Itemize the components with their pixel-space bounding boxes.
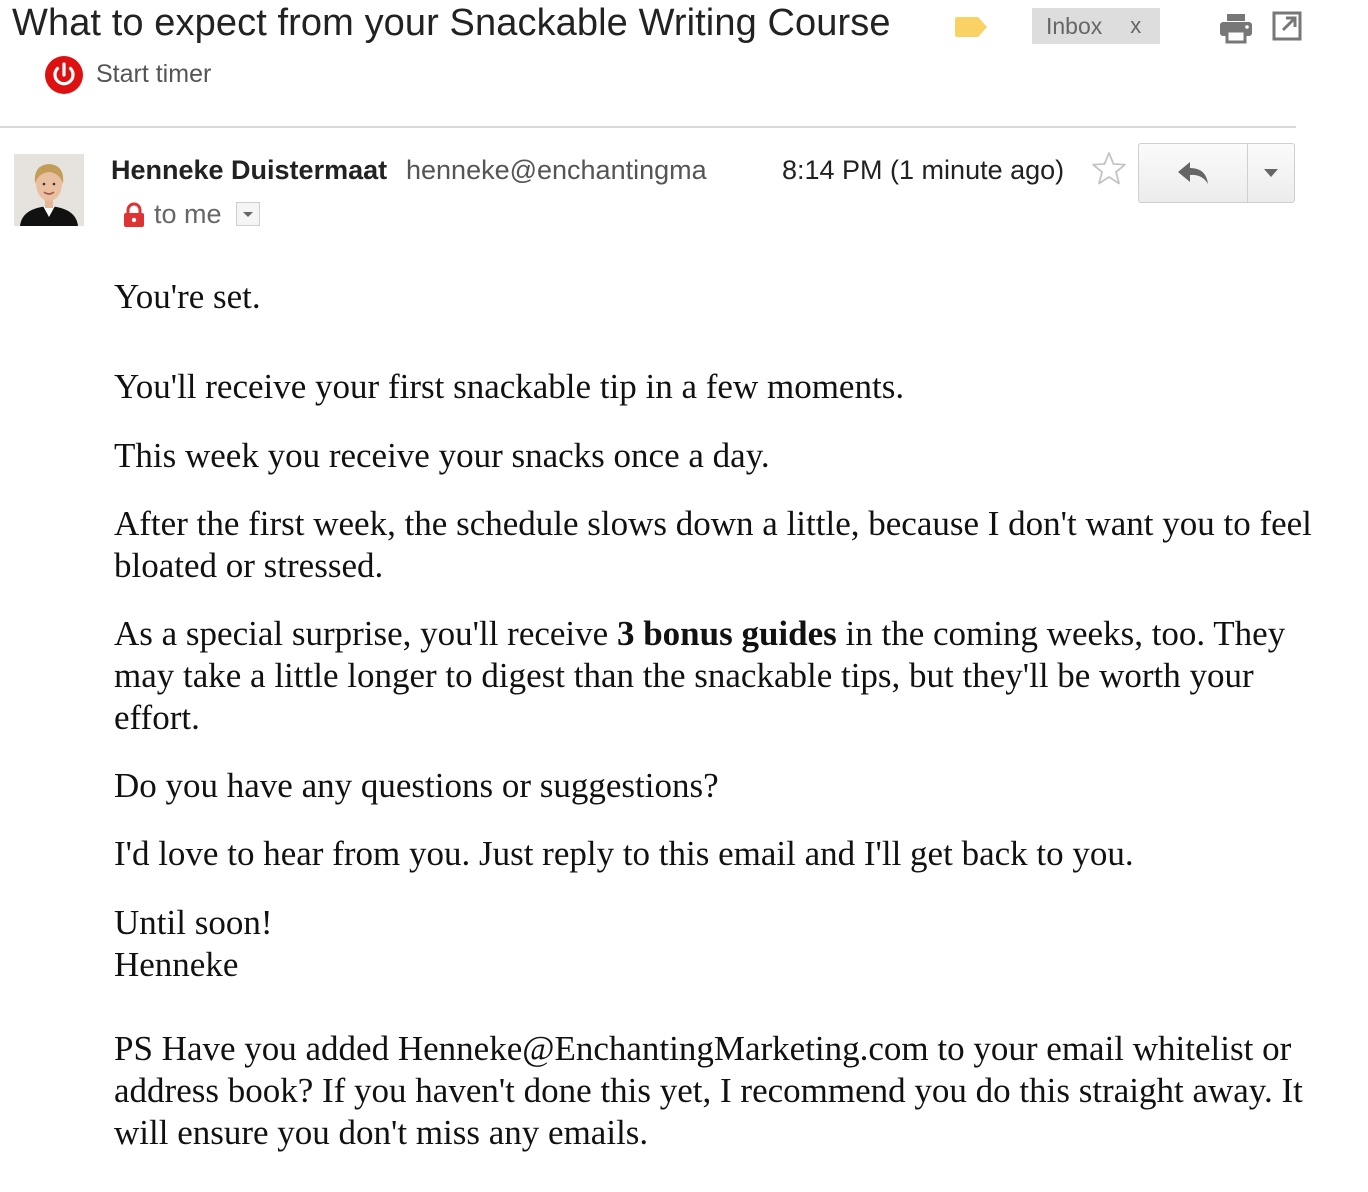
signature: Henneke (114, 945, 239, 984)
sender-avatar (14, 154, 84, 226)
postscript: PS Have you added Henneke@EnchantingMarketing.com to your email whitelist or address book? If you haven't done this yet, I recommend you do this straight away. It will ensure you don't miss any emails. (114, 1029, 1303, 1152)
body-paragraph (114, 613, 1314, 739)
new-window-icon[interactable] (1272, 11, 1302, 41)
lock-icon (122, 202, 146, 228)
label-icon[interactable] (954, 16, 988, 38)
body-paragraph: After the first week, the schedule slows down a little, because I don't want you to feel bloated or stressed. (114, 504, 1312, 585)
chevron-down-icon (237, 203, 259, 225)
reply-icon (1176, 159, 1210, 187)
email-subject: What to expect from your Snackable Writing Course (12, 2, 891, 44)
more-actions-button[interactable] (1248, 144, 1294, 202)
body-paragraph: I'd love to hear from you. Just reply to this email and I'll get back to you. (114, 834, 1134, 873)
email-timestamp: 8:14 PM (1 minute ago) (782, 155, 1065, 185)
bonus-guides-highlight: 3 bonus guides (616, 614, 837, 653)
body-text: in the coming weeks, too. They may take a little longer to digest than the snackable tips, but they'll be worth your effort. (114, 614, 1286, 737)
body-paragraph: You're set. (114, 277, 261, 316)
recipient-label: to me (154, 199, 222, 229)
show-details-button[interactable] (236, 202, 260, 226)
inbox-label-text: Inbox (1046, 12, 1103, 39)
reply-button-group (1138, 143, 1295, 203)
body-text: As a special surprise, you'll receive (114, 614, 617, 653)
reply-button[interactable] (1139, 144, 1248, 202)
message-body (114, 276, 1314, 1154)
inbox-label-chip (1032, 8, 1160, 44)
start-timer-link[interactable]: Start timer (96, 60, 212, 88)
header-divider (0, 126, 1296, 128)
body-paragraph: Do you have any questions or suggestions? (114, 766, 719, 805)
sender-email: henneke@enchantingma (406, 155, 707, 185)
remove-label-button[interactable]: x (1130, 13, 1142, 38)
print-icon[interactable] (1218, 12, 1254, 44)
power-icon[interactable] (44, 55, 84, 95)
body-paragraph: This week you receive your snacks once a day. (114, 436, 770, 475)
sender-name[interactable]: Henneke Duistermaat (111, 155, 388, 185)
sign-off: Until soon! (114, 903, 273, 942)
chevron-down-icon (1261, 166, 1281, 180)
body-paragraph: You'll receive your first snackable tip in a few moments. (114, 367, 905, 406)
star-icon[interactable] (1090, 150, 1128, 188)
